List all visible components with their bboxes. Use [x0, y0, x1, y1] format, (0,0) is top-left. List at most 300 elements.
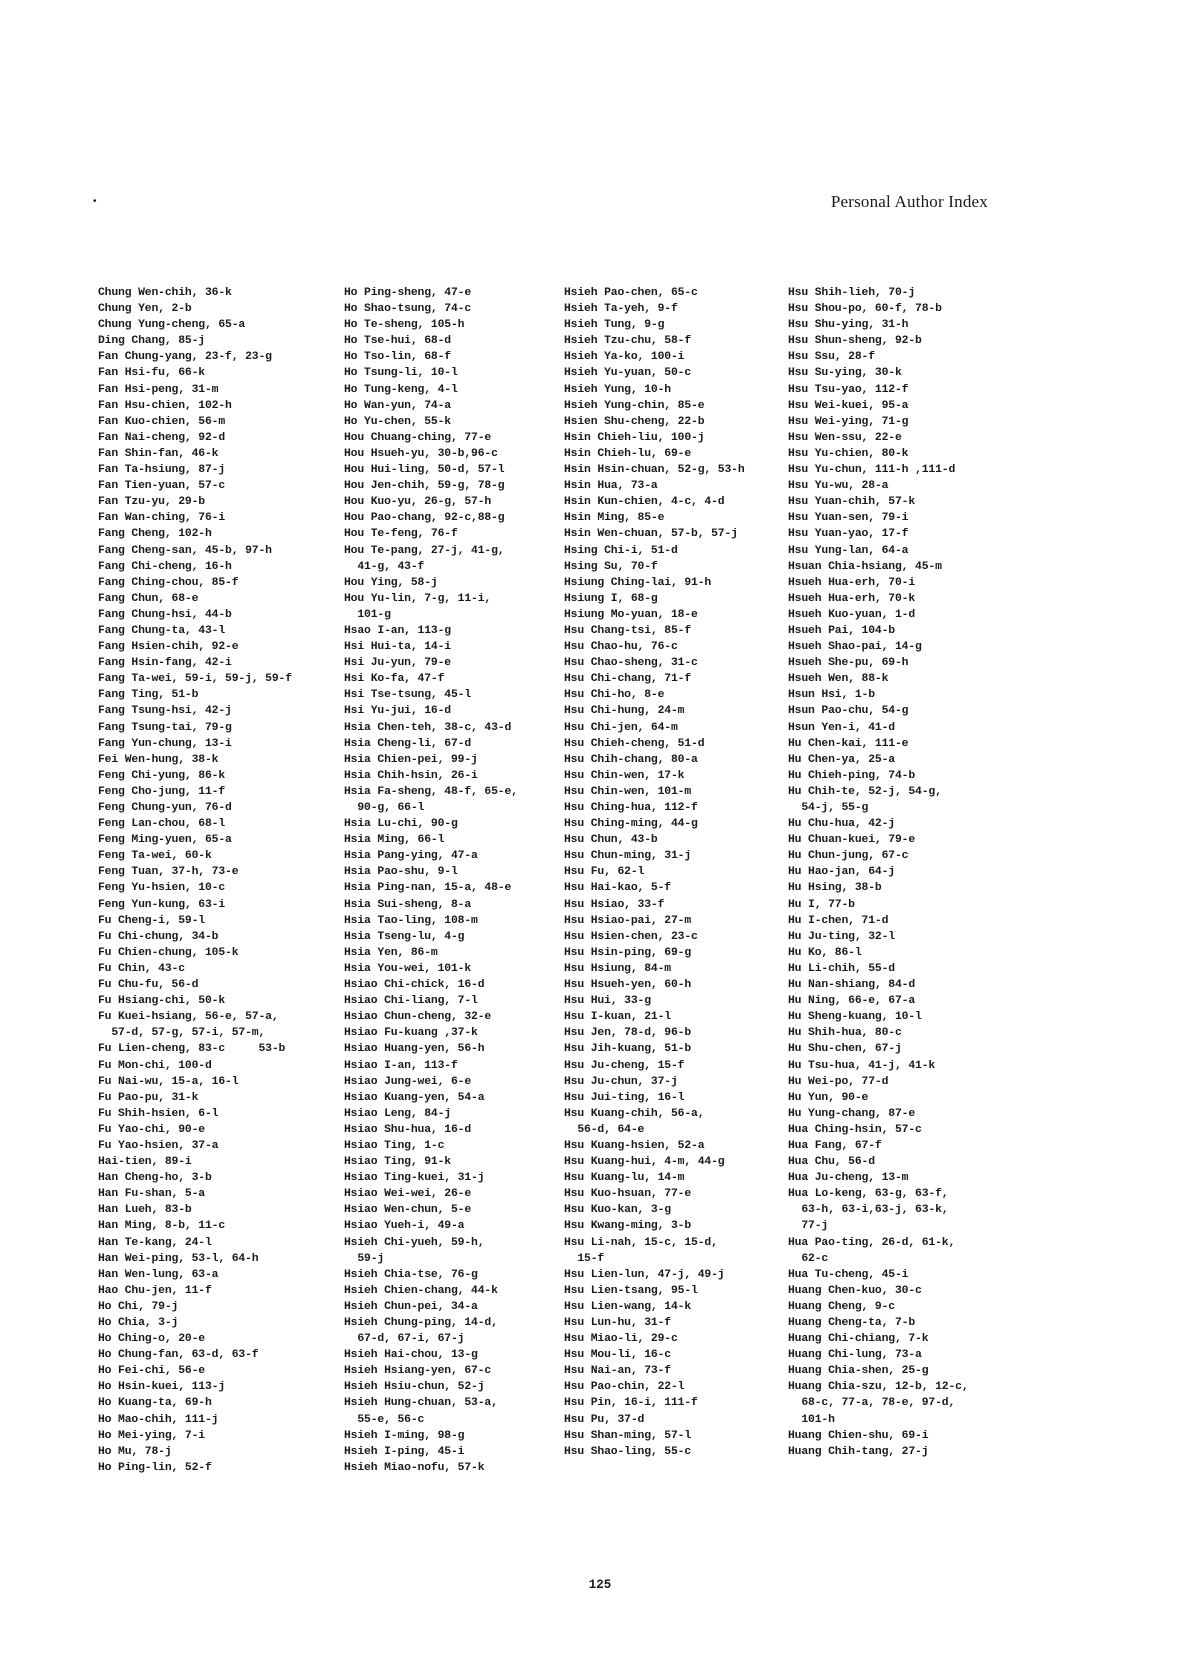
index-entry: Hsia Cheng-li, 67-d	[344, 737, 472, 750]
index-entry: Huang Chi-lung, 73-a	[788, 1349, 922, 1362]
index-entry: Hsiao Wei-wei, 26-e	[344, 1188, 472, 1201]
index-entry: Hsia You-wei, 101-k	[344, 962, 472, 975]
index-entry: Hsu Nai-an, 73-f	[564, 1365, 671, 1378]
index-entry: Fan Nai-cheng, 92-d	[98, 431, 226, 444]
index-entry: Han Fu-shan, 5-a	[98, 1188, 205, 1201]
index-entry: Hsia Ming, 66-l	[344, 834, 445, 847]
index-entry: Hua Ching-hsin, 57-c	[788, 1123, 922, 1136]
index-entry: Fu Kuei-hsiang, 56-e, 57-a,	[98, 1011, 279, 1024]
index-entry: Hsia Tao-ling, 108-m	[344, 914, 478, 927]
index-entry: Hsiao Ting, 91-k	[344, 1156, 451, 1169]
index-entry: Ho Shao-tsung, 74-c	[344, 303, 472, 316]
index-entry: Hai-tien, 89-i	[98, 1156, 192, 1169]
index-entry: Ho Kuang-ta, 69-h	[98, 1397, 212, 1410]
index-entry: Hsu Hsiung, 84-m	[564, 962, 671, 975]
index-entry: Hu Yung-chang, 87-e	[788, 1107, 916, 1120]
index-entry: 59-j	[344, 1252, 385, 1265]
index-entry: Fan Shin-fan, 46-k	[98, 447, 219, 460]
index-entry: Fang Hsien-chih, 92-e	[98, 641, 239, 654]
index-entry: Hsieh I-ping, 45-i	[344, 1445, 465, 1458]
index-entry: Hua Ju-cheng, 13-m	[788, 1172, 909, 1185]
page-number: 125	[588, 1578, 612, 1592]
index-entry: Hsin Chieh-lu, 69-e	[564, 447, 692, 460]
index-entry: Feng Chung-yun, 76-d	[98, 802, 232, 814]
index-entry: Ho Hsin-kuei, 113-j	[98, 1381, 226, 1394]
index-entry: 57-d, 57-g, 57-i, 57-m,	[98, 1027, 266, 1040]
index-entry: Hsiao Chun-cheng, 32-e	[344, 1011, 492, 1024]
index-entry: Hua Fang, 67-f	[788, 1139, 882, 1152]
index-entry: Feng Chi-yung, 86-k	[98, 769, 226, 782]
index-entry: Ho Tung-keng, 4-l	[344, 383, 458, 396]
index-entry: Fu Pao-pu, 31-k	[98, 1091, 199, 1104]
index-entry: Hsu Wei-kuei, 95-a	[788, 399, 909, 412]
index-entry: Hsu Hsien-chen, 23-c	[564, 930, 698, 943]
index-entry: Fang Chun, 68-e	[98, 592, 199, 605]
index-entry: Hsieh Yung, 10-h	[564, 383, 671, 396]
index-entry: Hsieh Chi-yueh, 59-h,	[344, 1236, 485, 1249]
index-entry: Hsia Ping-nan, 15-a, 48-e	[344, 882, 512, 895]
index-entry: Fan Tzu-yu, 29-b	[98, 496, 205, 509]
index-entry: Hou Ying, 58-j	[344, 576, 438, 589]
index-entry: Hsu Chang-tsi, 85-f	[564, 624, 692, 637]
index-entry: Fu Mon-chi, 100-d	[98, 1059, 212, 1072]
index-entry: Ho Tso-lin, 68-f	[344, 351, 451, 364]
index-entry: Hsu Tsu-yao, 112-f	[788, 383, 909, 396]
index-entry: 67-d, 67-i, 67-j	[344, 1333, 465, 1346]
index-entry: Hsieh Hung-chuan, 53-a,	[344, 1397, 498, 1410]
index-entry: Fu Cheng-i, 59-l	[98, 914, 205, 927]
index-entry: Hsueh Kuo-yuan, 1-d	[788, 608, 916, 621]
index-entry: Hsu Kuang-hsien, 52-a	[564, 1139, 705, 1152]
index-entry: Hou Chuang-ching, 77-e	[344, 431, 492, 444]
index-entry: Hou Pao-chang, 92-c,88-g	[344, 512, 505, 525]
index-entry: Hsia Chen-teh, 38-c, 43-d	[344, 721, 512, 734]
index-columns	[98, 285, 1180, 1605]
index-entry: Hsu Chin-wen, 101-m	[564, 785, 692, 798]
index-entry: Hsu Hsin-ping, 69-g	[564, 946, 692, 959]
index-entry: Hsu Hai-kao, 5-f	[564, 882, 671, 895]
index-entry: Hsia Chih-hsin, 26-i	[344, 769, 478, 782]
index-entry: Ho Ping-sheng, 47-e	[344, 287, 472, 299]
index-entry: Fang Cheng, 102-h	[98, 528, 212, 541]
index-entry: Hu Hao-jan, 64-j	[788, 866, 895, 879]
index-entry: Ho Yu-chen, 55-k	[344, 415, 451, 428]
index-entry: Hsuan Chia-hsiang, 45-m	[788, 560, 942, 573]
index-entry: Hsiung Mo-yuan, 18-e	[564, 608, 698, 621]
index-entry: Ho Te-sheng, 105-h	[344, 319, 465, 332]
index-entry: Hsu Hsiao, 33-f	[564, 898, 665, 911]
index-entry: Hsieh Pao-chen, 65-c	[564, 287, 698, 299]
index-entry: Hu Chen-kai, 111-e	[788, 737, 909, 750]
index-entry: Hu Chuan-kuei, 79-e	[788, 834, 916, 847]
index-entry: Hsiao Fu-kuang ,37-k	[344, 1027, 478, 1040]
index-entry: Hsu Chun-ming, 31-j	[564, 850, 692, 863]
index-entry: Hsao I-an, 113-g	[344, 624, 451, 637]
index-entry: Hsi Hui-ta, 14-i	[344, 641, 451, 654]
index-entry: Fu Hsiang-chi, 50-k	[98, 995, 226, 1008]
index-entry: Hou Te-feng, 76-f	[344, 528, 458, 541]
index-entry: Hsu Jen, 78-d, 96-b	[564, 1027, 692, 1040]
index-column-2	[344, 285, 584, 1476]
index-entry: Fang Ting, 51-b	[98, 689, 199, 702]
index-entry: Hsia Lu-chi, 90-g	[344, 818, 458, 831]
index-entry: 41-g, 43-f	[344, 560, 425, 573]
index-entry: Hsiung I, 68-g	[564, 592, 658, 605]
index-entry: Hsi Ju-yun, 79-e	[344, 657, 451, 670]
index-entry: Fang Yun-chung, 13-i	[98, 737, 232, 750]
index-entry: Hsu I-kuan, 21-l	[564, 1011, 671, 1024]
index-entry: Hsueh Wen, 88-k	[788, 673, 889, 686]
index-entry: Fang Tsung-tai, 79-g	[98, 721, 232, 734]
index-entry: Hsiao Kuang-yen, 54-a	[344, 1091, 485, 1104]
index-entry: Feng Tuan, 37-h, 73-e	[98, 866, 239, 879]
index-entry: Fan Hsi-fu, 66-k	[98, 367, 205, 380]
index-entry: Hao Chu-jen, 11-f	[98, 1284, 212, 1297]
index-entry: Hsieh Chien-chang, 44-k	[344, 1284, 498, 1297]
index-entry: Hu I, 77-b	[788, 898, 855, 911]
index-column-1	[98, 285, 338, 1476]
index-entry: Hu Hsing, 38-b	[788, 882, 882, 895]
index-entry: Hsu Ching-ming, 44-g	[564, 818, 698, 831]
index-entry: Fu Yao-chi, 90-e	[98, 1123, 205, 1136]
index-entry: Hsieh Chung-ping, 14-d,	[344, 1317, 498, 1329]
index-entry: Feng Ta-wei, 60-k	[98, 850, 212, 863]
index-entry: Hu Li-chih, 55-d	[788, 962, 895, 975]
index-entry: Hsieh Chun-pei, 34-a	[344, 1300, 478, 1313]
index-entry: Fang Chung-hsi, 44-b	[98, 608, 232, 621]
index-entry: Hu Shih-hua, 80-c	[788, 1027, 902, 1040]
index-entry: Hsiao Huang-yen, 56-h	[344, 1043, 485, 1056]
index-entry: Hsiao Wen-chun, 5-e	[344, 1204, 472, 1217]
index-entry: Hou Yu-lin, 7-g, 11-i,	[344, 592, 492, 605]
index-entry: Hsu Pao-chin, 22-l	[564, 1381, 685, 1394]
index-entry: Ho Mei-ying, 7-i	[98, 1429, 205, 1442]
index-entry: Hsu Chi-chang, 71-f	[564, 673, 692, 686]
index-entry: Hu Ju-ting, 32-l	[788, 930, 895, 943]
index-entry: Hu I-chen, 71-d	[788, 914, 889, 927]
index-entry: Ding Chang, 85-j	[98, 335, 205, 348]
index-entry: Hsu Chieh-cheng, 51-d	[564, 737, 705, 750]
index-entry: Hu Shu-chen, 67-j	[788, 1043, 902, 1056]
index-entry: Hsiao I-an, 113-f	[344, 1059, 458, 1072]
index-entry: Hsu Shao-ling, 55-c	[564, 1445, 692, 1458]
index-entry: Hsin Wen-chuan, 57-b, 57-j	[564, 528, 738, 541]
index-entry: Fu Chien-chung, 105-k	[98, 946, 239, 959]
index-entry: Hsu Chi-hung, 24-m	[564, 705, 685, 718]
index-entry: Fang Tsung-hsi, 42-j	[98, 705, 232, 718]
index-entry: Hsiao Ting-kuei, 31-j	[344, 1172, 485, 1185]
index-entry: 63-h, 63-i,63-j, 63-k,	[788, 1204, 949, 1217]
index-entry: Hsu Kuang-chih, 56-a,	[564, 1107, 705, 1120]
index-entry: 62-c	[788, 1252, 829, 1265]
index-entry: Hsu Chi-jen, 64-m	[564, 721, 678, 734]
index-entry: Hsu Lien-lun, 47-j, 49-j	[564, 1268, 725, 1281]
index-entry: Hu Ko, 86-l	[788, 946, 862, 959]
index-entry: Fang Cheng-san, 45-b, 97-h	[98, 544, 272, 557]
index-entry: Hsu Jui-ting, 16-l	[564, 1091, 685, 1104]
index-entry: Hsieh Hsiu-chun, 52-j	[344, 1381, 485, 1394]
index-entry: Hsu Ssu, 28-f	[788, 351, 875, 364]
index-entry: Hu Chu-hua, 42-j	[788, 818, 895, 831]
index-entry: Fu Chin, 43-c	[98, 962, 185, 975]
index-entry: Fan Hsu-chien, 102-h	[98, 399, 232, 412]
index-entry: Ho Wan-yun, 74-a	[344, 399, 451, 412]
index-entry: Hsu Yu-chien, 80-k	[788, 447, 909, 460]
index-entry: Han Cheng-ho, 3-b	[98, 1172, 212, 1185]
stray-mark: •	[93, 196, 97, 207]
index-entry: Hsu Shan-ming, 57-l	[564, 1429, 692, 1442]
index-entry: Hsueh Hua-erh, 70-i	[788, 576, 916, 589]
index-entry: Hsun Yen-i, 41-d	[788, 721, 895, 734]
index-entry: Feng Yun-kung, 63-i	[98, 898, 226, 911]
index-entry: Hu Chih-te, 52-j, 54-g,	[788, 785, 942, 798]
index-entry: Fang Chung-ta, 43-l	[98, 624, 226, 637]
index-entry: Hsu Ju-cheng, 15-f	[564, 1059, 685, 1072]
index-entry: Hsiao Chi-liang, 7-l	[344, 995, 478, 1008]
index-entry: Feng Yu-hsien, 10-c	[98, 882, 226, 895]
index-entry: Hsu Ju-chun, 37-j	[564, 1075, 678, 1088]
index-entry: Hsia Tseng-lu, 4-g	[344, 930, 465, 943]
index-entry: Hsiao Jung-wei, 6-e	[344, 1075, 472, 1088]
index-entry: Hsu Yu-wu, 28-a	[788, 480, 889, 493]
index-entry: Huang Chih-tang, 27-j	[788, 1445, 929, 1458]
index-entry: Ho Ping-lin, 52-f	[98, 1461, 212, 1474]
index-entry: Hsia Fa-sheng, 48-f, 65-e,	[344, 785, 518, 798]
index-entry: Fan Tien-yuan, 57-c	[98, 480, 226, 493]
index-entry: Huang Chia-szu, 12-b, 12-c,	[788, 1381, 969, 1394]
index-entry: Fan Chung-yang, 23-f, 23-g	[98, 351, 272, 364]
index-entry: Hsu Chun, 43-b	[564, 834, 658, 847]
index-entry: Ho Chia, 3-j	[98, 1317, 179, 1329]
index-entry: Hsin Hua, 73-a	[564, 480, 658, 493]
index-entry: Hsin Hsin-chuan, 52-g, 53-h	[564, 464, 745, 477]
index-entry: Hsu Shou-po, 60-f, 78-b	[788, 303, 942, 316]
index-entry: 55-e, 56-c	[344, 1413, 425, 1426]
index-entry: Fu Chu-fu, 56-d	[98, 979, 199, 992]
index-entry: Hsieh Hai-chou, 13-g	[344, 1349, 478, 1362]
index-entry: Ho Chi, 79-j	[98, 1300, 179, 1313]
index-entry: Hsieh Miao-nofu, 57-k	[344, 1461, 485, 1474]
index-entry: Hsin Kun-chien, 4-c, 4-d	[564, 496, 725, 509]
index-entry: Hsu Kwang-ming, 3-b	[564, 1220, 692, 1233]
index-entry: Hsieh Hsiang-yen, 67-c	[344, 1365, 492, 1378]
index-entry: Hsu Lien-wang, 14-k	[564, 1300, 692, 1313]
index-entry: Hsueh Hua-erh, 70-k	[788, 592, 916, 605]
index-entry: Hsu Kuo-kan, 3-g	[564, 1204, 671, 1217]
index-entry: Han Lueh, 83-b	[98, 1204, 192, 1217]
index-entry: 90-g, 66-l	[344, 802, 425, 814]
index-entry: Hu Ning, 66-e, 67-a	[788, 995, 916, 1008]
index-entry: Fan Wan-ching, 76-i	[98, 512, 226, 525]
index-entry: Fan Ta-hsiung, 87-j	[98, 464, 226, 477]
index-entry: Hou Hsueh-yu, 30-b,96-c	[344, 447, 498, 460]
index-entry: Hu Yun, 90-e	[788, 1091, 869, 1104]
index-entry: Huang Chi-chiang, 7-k	[788, 1333, 929, 1346]
index-entry: Fang Chi-cheng, 16-h	[98, 560, 232, 573]
index-entry: Hsu Chih-chang, 80-a	[564, 753, 698, 766]
index-entry: Hsi Ko-fa, 47-f	[344, 673, 445, 686]
index-entry: Hsi Tse-tsung, 45-l	[344, 689, 472, 702]
index-entry: Hua Tu-cheng, 45-i	[788, 1268, 909, 1281]
index-entry: 77-j	[788, 1220, 829, 1233]
index-entry: Hsueh Shao-pai, 14-g	[788, 641, 922, 654]
index-entry: Hou Hui-ling, 50-d, 57-l	[344, 464, 505, 477]
index-entry: Hsi Yu-jui, 16-d	[344, 705, 451, 718]
index-entry: Hsiao Ting, 1-c	[344, 1139, 445, 1152]
index-entry: Fei Wen-hung, 38-k	[98, 753, 219, 766]
index-entry: Hsu Hui, 33-g	[564, 995, 651, 1008]
index-entry: Hsu Yuan-sen, 79-i	[788, 512, 909, 525]
index-entry: Chung Yung-cheng, 65-a	[98, 319, 246, 332]
index-entry: Chung Yen, 2-b	[98, 303, 192, 316]
index-entry: Hsiao Leng, 84-j	[344, 1107, 451, 1120]
index-entry: Hsien Shu-cheng, 22-b	[564, 415, 705, 428]
page-header-title: Personal Author Index	[830, 192, 988, 211]
index-entry: Huang Chia-shen, 25-g	[788, 1365, 929, 1378]
index-entry: Hsin Ming, 85-e	[564, 512, 665, 525]
index-entry: Hsu Yuan-chih, 57-k	[788, 496, 916, 509]
index-entry: Hsing Chi-i, 51-d	[564, 544, 678, 557]
index-entry: Hsieh Yung-chin, 85-e	[564, 399, 705, 412]
index-entry: Hou Kuo-yu, 26-g, 57-h	[344, 496, 492, 509]
index-entry: Hsia Sui-sheng, 8-a	[344, 898, 472, 911]
index-entry: Ho Ching-o, 20-e	[98, 1333, 205, 1346]
index-entry: Ho Mao-chih, 111-j	[98, 1413, 219, 1426]
index-entry: Hsu Hsueh-yen, 60-h	[564, 979, 692, 992]
index-entry: Ho Chung-fan, 63-d, 63-f	[98, 1349, 259, 1362]
index-entry: Hsu Yuan-yao, 17-f	[788, 528, 909, 541]
index-entry: Hsu Pin, 16-i, 111-f	[564, 1397, 698, 1410]
index-entry: Hsu Lun-hu, 31-f	[564, 1317, 671, 1329]
index-entry: Hsu Chi-ho, 8-e	[564, 689, 665, 702]
index-entry: Hsieh Chia-tse, 76-g	[344, 1268, 478, 1281]
index-entry: Fu Shih-hsien, 6-l	[98, 1107, 219, 1120]
index-entry: Hsu Pu, 37-d	[564, 1413, 645, 1426]
index-entry: Hsu Chao-sheng, 31-c	[564, 657, 698, 670]
index-entry: Fu Chi-chung, 34-b	[98, 930, 219, 943]
index-entry: Hsing Su, 70-f	[564, 560, 658, 573]
index-entry: Han Ming, 8-b, 11-c	[98, 1220, 226, 1233]
index-entry: Chung Wen-chih, 36-k	[98, 287, 232, 299]
index-entry: Hsu Mou-li, 16-c	[564, 1349, 671, 1362]
index-entry: Hsu Chin-wen, 17-k	[564, 769, 685, 782]
index-entry: Hou Te-pang, 27-j, 41-g,	[344, 544, 505, 557]
index-entry: Hsia Yen, 86-m	[344, 946, 438, 959]
index-entry: Hsu Chao-hu, 76-c	[564, 641, 678, 654]
index-entry: Hsu Kuang-lu, 14-m	[564, 1172, 685, 1185]
index-entry: Hsu Su-ying, 30-k	[788, 367, 902, 380]
index-entry: Hu Wei-po, 77-d	[788, 1075, 889, 1088]
index-entry: Hsu Kuo-hsuan, 77-e	[564, 1188, 692, 1201]
index-entry: Fan Hsi-peng, 31-m	[98, 383, 219, 396]
index-entry: Hsu Wen-ssu, 22-e	[788, 431, 902, 444]
index-entry: Hsieh Ya-ko, 100-i	[564, 351, 685, 364]
index-entry: Hsiao Shu-hua, 16-d	[344, 1123, 472, 1136]
index-column-4	[788, 285, 1028, 1460]
index-entry: Huang Cheng-ta, 7-b	[788, 1317, 916, 1329]
index-entry: Hu Tsu-hua, 41-j, 41-k	[788, 1059, 936, 1072]
index-entry: Hu Chun-jung, 67-c	[788, 850, 909, 863]
index-column-3	[564, 285, 804, 1460]
index-entry: Fang Ching-chou, 85-f	[98, 576, 239, 589]
index-entry: Fu Yao-hsien, 37-a	[98, 1139, 219, 1152]
index-entry: Feng Lan-chou, 68-l	[98, 818, 226, 831]
index-entry: Fu Lien-cheng, 83-c 53-b	[98, 1043, 286, 1056]
index-entry: Hsu Ching-hua, 112-f	[564, 802, 698, 814]
index-entry: Hsu Jih-kuang, 51-b	[564, 1043, 692, 1056]
index-entry: Fang Ta-wei, 59-i, 59-j, 59-f	[98, 673, 292, 686]
index-entry: Han Wen-lung, 63-a	[98, 1268, 219, 1281]
index-entry: Han Te-kang, 24-l	[98, 1236, 212, 1249]
index-entry: Hu Sheng-kuang, 10-l	[788, 1011, 922, 1024]
index-entry: Hsu Shih-lieh, 70-j	[788, 287, 916, 299]
index-entry: Huang Chien-shu, 69-i	[788, 1429, 929, 1442]
index-entry: Hua Chu, 56-d	[788, 1156, 875, 1169]
index-entry: Hsieh I-ming, 98-g	[344, 1429, 465, 1442]
index-entry: Ho Mu, 78-j	[98, 1445, 172, 1458]
index-entry: Hu Chieh-ping, 74-b	[788, 769, 916, 782]
index-entry: Hsu Wei-ying, 71-g	[788, 415, 909, 428]
index-entry: 101-g	[344, 608, 391, 621]
index-entry: Hsieh Yu-yuan, 50-c	[564, 367, 692, 380]
index-entry: Feng Cho-jung, 11-f	[98, 785, 226, 798]
index-entry: Hsiao Chi-chick, 16-d	[344, 979, 485, 992]
index-entry: Hsu Li-nah, 15-c, 15-d,	[564, 1236, 718, 1249]
index-entry: 101-h	[788, 1413, 835, 1426]
index-entry: Fu Nai-wu, 15-a, 16-l	[98, 1075, 239, 1088]
index-entry: 68-c, 77-a, 78-e, 97-d,	[788, 1397, 956, 1410]
index-entry: Han Wei-ping, 53-l, 64-h	[98, 1252, 259, 1265]
index-entry: Fang Hsin-fang, 42-i	[98, 657, 232, 670]
index-entry: Hsin Chieh-liu, 100-j	[564, 431, 705, 444]
index-entry: Hsia Pao-shu, 9-l	[344, 866, 458, 879]
index-entry: Ho Tsung-li, 10-l	[344, 367, 458, 380]
index-entry: Hsu Shu-ying, 31-h	[788, 319, 909, 332]
index-entry: Hsu Kuang-hui, 4-m, 44-g	[564, 1156, 725, 1169]
index-entry: Hua Lo-keng, 63-g, 63-f,	[788, 1188, 949, 1201]
index-entry: Hsia Chien-pei, 99-j	[344, 753, 478, 766]
index-entry: Hsu Lien-tsang, 95-l	[564, 1284, 698, 1297]
index-entry: Hsiung Ching-lai, 91-h	[564, 576, 712, 589]
index-entry: Hou Jen-chih, 59-g, 78-g	[344, 480, 505, 493]
index-entry: 56-d, 64-e	[564, 1123, 645, 1136]
index-entry: Hua Pao-ting, 26-d, 61-k,	[788, 1236, 956, 1249]
index-entry: 15-f	[564, 1252, 605, 1265]
index-entry: 54-j, 55-g	[788, 802, 869, 814]
index-entry: Fan Kuo-chien, 56-m	[98, 415, 226, 428]
index-entry: Hsia Pang-ying, 47-a	[344, 850, 478, 863]
index-entry: Feng Ming-yuen, 65-a	[98, 834, 232, 847]
index-entry: Hsieh Tung, 9-g	[564, 319, 665, 332]
index-entry: Hsu Yung-lan, 64-a	[788, 544, 909, 557]
index-entry: Hu Chen-ya, 25-a	[788, 753, 895, 766]
index-entry: Hsiao Yueh-i, 49-a	[344, 1220, 465, 1233]
index-entry: Hsueh Pai, 104-b	[788, 624, 895, 637]
index-entry: Hu Nan-shiang, 84-d	[788, 979, 916, 992]
index-entry: Hsu Yu-chun, 111-h ,111-d	[788, 464, 956, 477]
index-entry: Hsieh Ta-yeh, 9-f	[564, 303, 678, 316]
index-entry: Hsun Pao-chu, 54-g	[788, 705, 909, 718]
index-entry: Ho Tse-hui, 68-d	[344, 335, 451, 348]
index-entry: Hsun Hsi, 1-b	[788, 689, 875, 702]
index-entry: Hsieh Tzu-chu, 58-f	[564, 335, 692, 348]
index-entry: Hsu Hsiao-pai, 27-m	[564, 914, 692, 927]
index-entry: Huang Chen-kuo, 30-c	[788, 1284, 922, 1297]
index-entry: Hsueh She-pu, 69-h	[788, 657, 909, 670]
index-entry: Hsu Shun-sheng, 92-b	[788, 335, 922, 348]
index-entry: Hsu Miao-li, 29-c	[564, 1333, 678, 1346]
index-entry: Huang Cheng, 9-c	[788, 1300, 895, 1313]
